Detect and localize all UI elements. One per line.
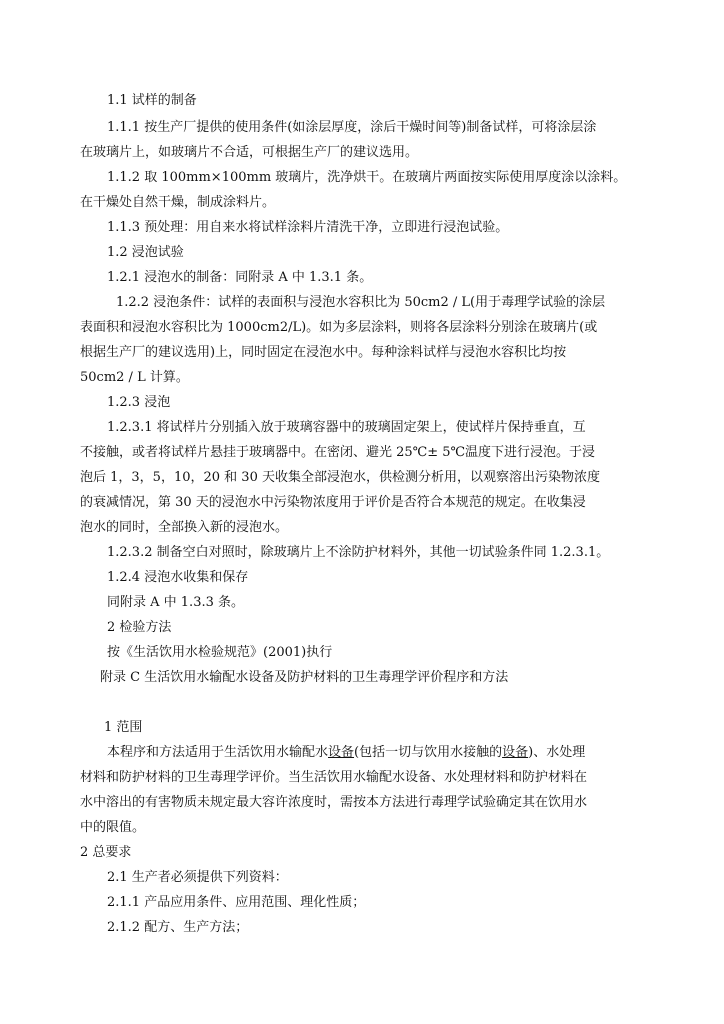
para-1-2-3-1-line5: 泡水的同时，全部换入新的浸泡水。 bbox=[80, 520, 289, 535]
para-1-2-1: 1.2.1 浸泡水的制备：同附录 A 中 1.3.1 条。 bbox=[107, 270, 373, 285]
para-1-2-3-1-line4: 的衰减情况，第 30 天的浸泡水中污染物浓度用于评价是否符合本规范的规定。在收集浸 bbox=[80, 495, 586, 510]
para-2-1-2: 2.1.2 配方、生产方法； bbox=[107, 920, 249, 935]
para-1-2-2-line4: 50cm2 / L 计算。 bbox=[80, 370, 189, 385]
scope-text-a: 本程序和方法适用于生活饮用水输配水 bbox=[107, 745, 329, 760]
para-1-2-2-line1: 1.2.2 浸泡条件：试样的表面积与浸泡水容积比为 50cm2 / L(用于毒理学试验的涂层 bbox=[116, 295, 606, 310]
scope-text-b: (包括一切与饮用水接触的 bbox=[354, 745, 503, 760]
para-1-1-2-line1: 1.1.2 取 100mm×100mm 玻璃片，洗净烘干。在玻璃片两面按实际使用厚度涂以涂料。 bbox=[107, 170, 627, 185]
para-scope-line2: 材料和防护材料的卫生毒理学评价。当生活饮用水输配水设备、水处理材料和防护材料在 bbox=[80, 770, 588, 785]
scope-term-equipment: 设备 bbox=[328, 745, 355, 760]
para-1-2-4: 同附录 A 中 1.3.3 条。 bbox=[107, 595, 244, 610]
para-1-1-2-line2: 在干燥处自然干燥，制成涂料片。 bbox=[80, 195, 276, 210]
para-scope-line3: 水中溶出的有害物质未规定最大容许浓度时，需按本方法进行毒理学试验确定其在饮用水 bbox=[80, 795, 588, 810]
para-1-2-2-line2: 表面积和浸泡水容积比为 1000cm2/L)。如为多层涂料，则将各层涂料分别涂在玻璃片(或 bbox=[80, 320, 598, 335]
scope-term-equipment-2: 设备 bbox=[502, 745, 529, 760]
para-scope-line1 bbox=[107, 744, 585, 762]
heading-1-1: 1.1 试样的制备 bbox=[107, 93, 197, 108]
heading-2-1: 2.1 生产者必须提供下列资料： bbox=[107, 870, 288, 885]
scope-text-c: )、水处理 bbox=[528, 745, 586, 760]
para-scope-line4: 中的限值。 bbox=[80, 820, 146, 835]
para-1-2-3-1-line1: 1.2.3.1 将试样片分别插入放于玻璃容器中的玻璃固定架上，使试样片保持垂直，互 bbox=[107, 420, 586, 435]
para-test-method: 按《生活饮用水检验规范》(2001)执行 bbox=[107, 645, 333, 660]
heading-2-general: 2 总要求 bbox=[80, 845, 132, 860]
para-1-2-2-line3: 根据生产厂的建议选用)上，同时固定在浸泡水中。每种涂料试样与浸泡水容积比均按 bbox=[80, 345, 567, 360]
para-1-2-3-1-line3: 泡后 1，3，5，10，20 和 30 天收集全部浸泡水，供检测分析用，以观察溶出污染物浓度 bbox=[80, 470, 600, 485]
heading-2-test-method: 2 检验方法 bbox=[107, 620, 172, 635]
para-1-2-3-1-line2: 不接触，或者将试样片悬挂于玻璃器中。在密闭、避光 25℃± 5℃温度下进行浸泡。于浸 bbox=[80, 445, 596, 460]
heading-1-2-3: 1.2.3 浸泡 bbox=[107, 395, 171, 410]
heading-1-2-4: 1.2.4 浸泡水收集和保存 bbox=[107, 570, 249, 585]
para-1-1-1-line1: 1.1.1 按生产厂提供的使用条件(如涂层厚度，涂后干燥时间等)制备试样，可将涂层涂 bbox=[107, 120, 597, 135]
para-2-1-1: 2.1.1 产品应用条件、应用范围、理化性质； bbox=[107, 895, 366, 910]
para-1-1-1-line2: 在玻璃片上，如玻璃片不合适，可根据生产厂的建议选用。 bbox=[80, 145, 419, 160]
para-1-1-3: 1.1.3 预处理：用自来水将试样涂料片清洗干净，立即进行浸泡试验。 bbox=[107, 220, 509, 235]
heading-1-2: 1.2 浸泡试验 bbox=[107, 245, 184, 260]
para-1-2-3-2: 1.2.3.2 制备空白对照时，除玻璃片上不涂防护材料外，其他一切试验条件同 1.2.3.1。 bbox=[107, 545, 610, 560]
heading-1-scope: 1 范围 bbox=[104, 720, 143, 735]
appendix-c-title: 附录 C 生活饮用水输配水设备及防护材料的卫生毒理学评价程序和方法 bbox=[100, 670, 509, 685]
